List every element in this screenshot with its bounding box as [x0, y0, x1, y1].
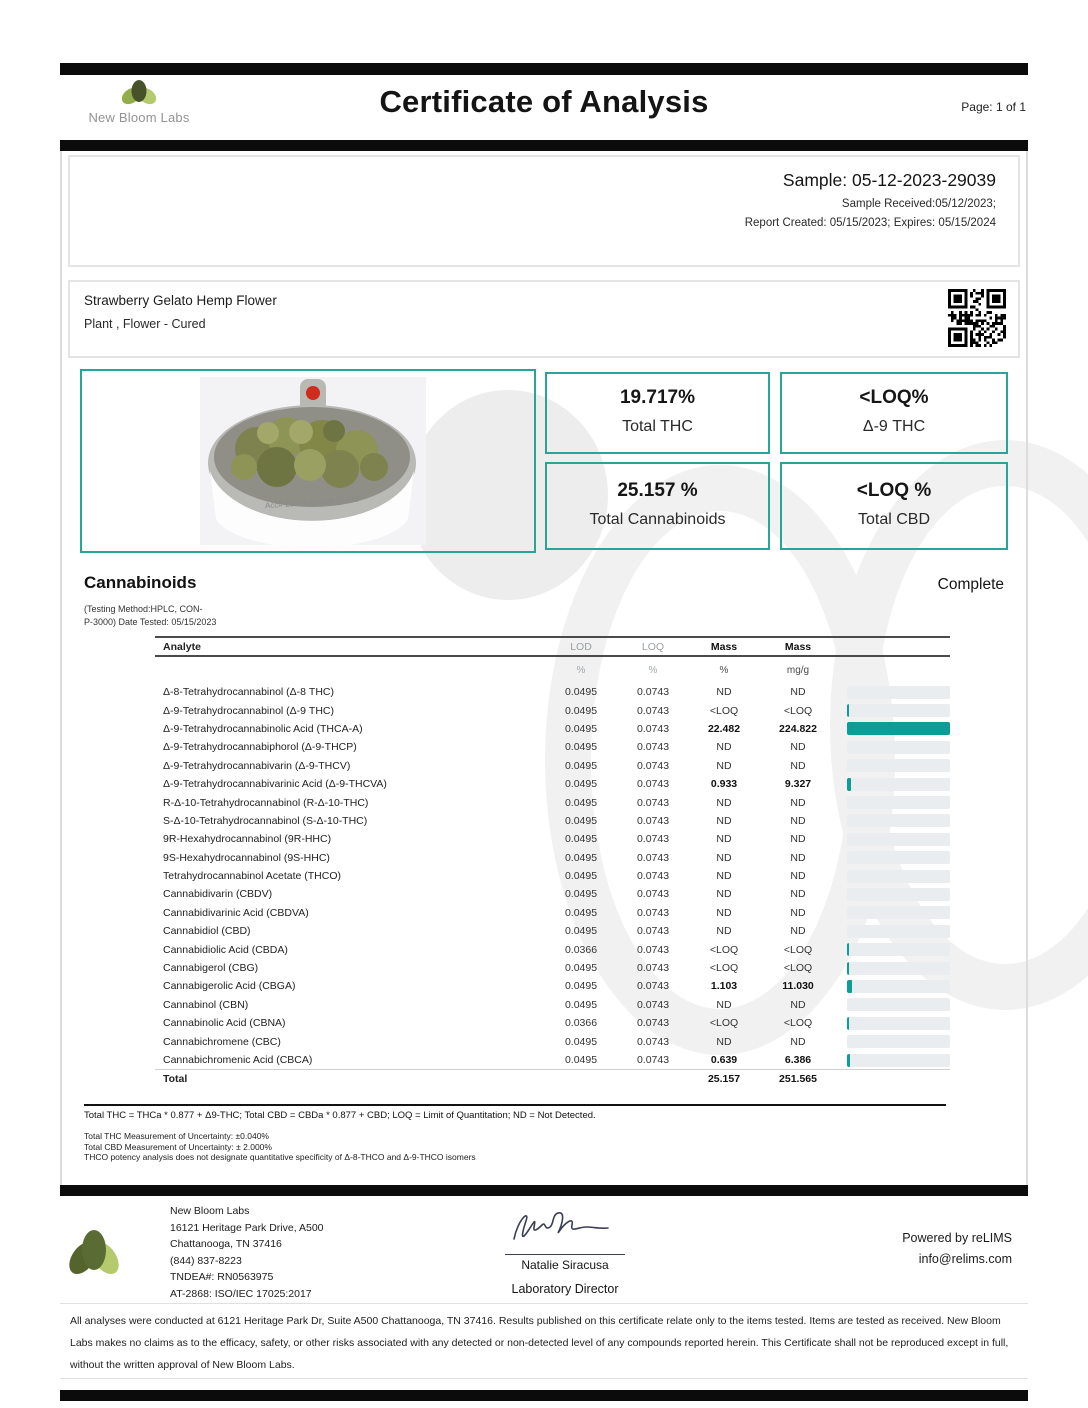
lab-iso: AT-2868: ISO/IEC 17025:2017	[170, 1287, 312, 1300]
divider	[60, 1378, 1028, 1379]
loq-value: 0.0743	[636, 980, 670, 993]
mass-bar	[847, 686, 950, 699]
table-row	[155, 793, 950, 811]
powered-by-block	[902, 1228, 1012, 1270]
mass-pct-value: ND	[716, 851, 732, 864]
table-row	[155, 757, 950, 775]
mass-pct-value: ND	[716, 888, 732, 901]
mass-bar	[847, 851, 950, 864]
mass-mgg-value: ND	[790, 686, 806, 699]
mass-bar	[847, 741, 950, 754]
formula-note: Total THC = THCa * 0.877 + Δ9-THC; Total CBD = CBDa * 0.877 + CBD; LOQ = Limit of Quantitation; ND = Not Detected.	[84, 1110, 596, 1121]
lod-value: 0.0495	[564, 851, 598, 864]
analyte-name: S-Δ-10-Tetrahydrocannabinol (S-Δ-10-THC)	[163, 814, 368, 827]
lod-value: 0.0495	[564, 998, 598, 1011]
mass-bar-fill	[847, 1017, 849, 1030]
lod-value: 0.0495	[564, 686, 598, 699]
uncertainty-thco: THCO potency analysis does not designate quantitative specificity of Δ-8-THCO and Δ-9-THCO isomers	[84, 1152, 476, 1162]
stat-value: <LOQ %	[856, 480, 932, 501]
disclaimer-text: All analyses were conducted at 6121 Heritage Park Dr, Suite A500 Chattanooga, TN 37416. Results published on this certificate relate only to the items tested. Items are tested as received. New Bloom Labs makes no claims as to the efficacy, safety, or other risks associated with any detected or non-detected level of any compounds reported herein. This Certificate shall not be reproduced except in full, without the written approval of New Bloom Labs.	[70, 1315, 1009, 1371]
divider	[60, 1303, 1028, 1304]
analyte-name: Cannabidivarin (CBDV)	[163, 888, 273, 901]
stat-total-cbd	[780, 462, 1008, 550]
table-row	[155, 867, 950, 885]
mass-bar	[847, 722, 950, 735]
mass-mgg-value: ND	[790, 851, 806, 864]
lod-value: 0.0495	[564, 759, 598, 772]
mass-mgg-value: ND	[790, 759, 806, 772]
mass-bar	[847, 704, 950, 717]
loq-value: 0.0743	[636, 925, 670, 938]
mass-pct-value: ND	[716, 741, 732, 754]
loq-value: 0.0743	[636, 686, 670, 699]
analyte-name: Δ-9-Tetrahydrocannabiphorol (Δ-9-THCP)	[163, 741, 357, 754]
section-title: Cannabinoids	[84, 573, 197, 592]
contact-email[interactable]: info@relims.com	[918, 1252, 1012, 1266]
mass-pct-value: <LOQ	[709, 943, 739, 956]
table-row	[155, 849, 950, 867]
analyte-name: R-Δ-10-Tetrahydrocannabinol (R-Δ-10-THC)	[163, 796, 369, 809]
total-mass-pct: 25.157	[707, 1072, 741, 1085]
mass-pct-value: 0.933	[710, 778, 738, 791]
mass-bar	[847, 962, 950, 975]
stat-total-thc	[545, 372, 770, 454]
mass-pct-value: 1.103	[710, 980, 738, 993]
testing-method-line2: P-3000) Date Tested: 05/15/2023	[84, 617, 217, 627]
lab-name: New Bloom Labs	[170, 1205, 250, 1217]
lod-value: 0.0495	[564, 741, 598, 754]
lod-value: 0.0495	[564, 1054, 598, 1066]
mass-pct-value: <LOQ	[709, 704, 739, 717]
sample-photo-panel	[80, 369, 536, 553]
mass-bar	[847, 796, 950, 809]
mass-bar	[847, 906, 950, 919]
lab-brand-name: New Bloom Labs	[88, 110, 190, 125]
analyte-name: Cannabichromenic Acid (CBCA)	[163, 1054, 313, 1066]
lod-value: 0.0495	[564, 814, 598, 827]
analyte-name: Δ-8-Tetrahydrocannabinol (Δ-8 THC)	[163, 686, 335, 699]
uncertainty-cbd: Total CBD Measurement of Uncertainty: ± 2.000%	[84, 1141, 272, 1152]
table-row	[155, 904, 950, 922]
lod-value: 0.0495	[564, 833, 598, 846]
mass-pct-value: <LOQ	[709, 962, 739, 975]
lod-value: 0.0366	[564, 1017, 598, 1030]
table-row	[155, 1032, 950, 1050]
mass-pct-value: 22.482	[707, 722, 741, 735]
col-mass-pct: Mass	[710, 640, 738, 653]
mass-bar	[847, 1054, 950, 1067]
mass-mgg-value: 11.030	[782, 980, 814, 993]
page-number: Page: 1 of 1	[961, 100, 1026, 114]
table-row	[155, 940, 950, 958]
analyte-name: Tetrahydrocannabinol Acetate (THCO)	[163, 870, 342, 883]
mass-bar-fill	[847, 704, 849, 717]
table-row	[155, 720, 950, 738]
analyte-name: Δ-9-Tetrahydrocannabinol (Δ-9 THC)	[163, 704, 335, 717]
mass-bar	[847, 833, 950, 846]
mass-pct-value: ND	[716, 833, 732, 846]
mass-pct-value: ND	[716, 906, 732, 919]
mass-bar	[847, 778, 950, 791]
total-label: Total	[163, 1072, 188, 1085]
report-created: Report Created: 05/15/2023; Expires: 05/15/2024	[744, 217, 996, 229]
lod-value: 0.0495	[564, 722, 598, 735]
unit-lod: %	[576, 664, 586, 676]
signature-icon	[500, 1205, 630, 1249]
loq-value: 0.0743	[636, 888, 670, 901]
mass-bar	[847, 980, 950, 993]
analyte-name: Cannabinolic Acid (CBNA)	[163, 1017, 286, 1030]
loq-value: 0.0743	[636, 778, 670, 791]
mass-bar	[847, 888, 950, 901]
signature-block	[450, 1205, 680, 1296]
lod-value: 0.0495	[564, 704, 598, 717]
mass-pct-value: ND	[716, 1035, 732, 1048]
table-row	[155, 738, 950, 756]
mass-mgg-value: ND	[790, 833, 806, 846]
loq-value: 0.0743	[636, 998, 670, 1011]
mass-bar	[847, 998, 950, 1011]
loq-value: 0.0743	[636, 906, 670, 919]
table-row	[155, 683, 950, 701]
table-row	[155, 1051, 950, 1069]
mass-mgg-value: <LOQ	[783, 943, 813, 956]
mass-bar-fill	[847, 722, 950, 735]
table-row	[155, 977, 950, 995]
mass-bar-fill	[847, 962, 849, 975]
mass-bar-fill	[847, 943, 849, 956]
lod-value: 0.0495	[564, 906, 598, 919]
product-name: Strawberry Gelato Hemp Flower	[84, 293, 277, 308]
powered-by: Powered by reLIMS	[902, 1231, 1012, 1245]
mass-bar	[847, 870, 950, 883]
mass-pct-value: ND	[716, 814, 732, 827]
mass-mgg-value: <LOQ	[783, 704, 813, 717]
mass-pct-value: ND	[716, 925, 732, 938]
lod-value: 0.0495	[564, 1035, 598, 1048]
analyte-name: Cannabichromene (CBC)	[163, 1035, 281, 1048]
mass-mgg-value: ND	[790, 925, 806, 938]
stat-value: 25.157 %	[617, 480, 698, 501]
bloom-leaf-icon	[66, 1222, 122, 1284]
testing-method-line1: (Testing Method:HPLC, CON-	[84, 604, 203, 614]
col-loq: LOQ	[641, 640, 665, 653]
footer-rule-bar	[60, 1185, 1028, 1196]
loq-value: 0.0743	[636, 1017, 670, 1030]
mass-bar	[847, 814, 950, 827]
unit-mass-pct: %	[719, 664, 729, 676]
analyte-name: 9S-Hexahydrocannabinol (9S-HHC)	[163, 851, 330, 864]
mass-mgg-value: ND	[790, 814, 806, 827]
mass-mgg-value: 6.386	[784, 1054, 812, 1066]
cannabinoids-table	[155, 636, 950, 1088]
sample-photo	[82, 371, 534, 551]
tray-label: Acc# 29036 Order# 16733	[264, 494, 359, 511]
analyte-name: Δ-9-Tetrahydrocannabivarin (Δ-9-THCV)	[163, 759, 351, 772]
stat-delta9-thc	[780, 372, 1008, 454]
section-status: Complete	[937, 576, 1004, 593]
table-row	[155, 959, 950, 977]
mass-mgg-value: ND	[790, 870, 806, 883]
lab-dea: TNDEA#: RN0563975	[170, 1271, 274, 1283]
mass-pct-value: ND	[716, 796, 732, 809]
mass-bar	[847, 1017, 950, 1030]
mass-bar-fill	[847, 778, 851, 791]
mass-mgg-value: ND	[790, 796, 806, 809]
unit-mass-mgg: mg/g	[786, 664, 810, 676]
table-row	[155, 701, 950, 719]
sample-received: Sample Received:05/12/2023;	[841, 198, 996, 210]
signer-role: Laboratory Director	[511, 1282, 619, 1296]
lod-value: 0.0495	[564, 888, 598, 901]
analyte-name: Cannabidivarinic Acid (CBDVA)	[163, 906, 309, 919]
mass-mgg-value: ND	[790, 998, 806, 1011]
sample-id: Sample: 05-12-2023-29039	[782, 170, 996, 190]
bottom-rule-bar	[60, 1390, 1028, 1401]
mass-bar	[847, 1035, 950, 1048]
table-row	[155, 1014, 950, 1032]
lod-value: 0.0495	[564, 796, 598, 809]
table-row	[155, 885, 950, 903]
mass-mgg-value: ND	[790, 906, 806, 919]
lab-city: Chattanooga, TN 37416	[170, 1238, 282, 1250]
mass-bar	[847, 925, 950, 938]
mass-bar	[847, 759, 950, 772]
analyte-name: Δ-9-Tetrahydrocannabinolic Acid (THCA-A)	[163, 722, 363, 735]
table-units-row	[155, 657, 950, 683]
loq-value: 0.0743	[636, 814, 670, 827]
mass-mgg-value: <LOQ	[783, 1017, 813, 1030]
table-row	[155, 922, 950, 940]
table-header-row	[155, 636, 950, 657]
loq-value: 0.0743	[636, 759, 670, 772]
lod-value: 0.0495	[564, 870, 598, 883]
table-total-row	[155, 1069, 950, 1087]
analyte-name: Cannabigerolic Acid (CBGA)	[163, 980, 296, 993]
loq-value: 0.0743	[636, 833, 670, 846]
lod-value: 0.0495	[564, 962, 598, 975]
mass-mgg-value: ND	[790, 741, 806, 754]
mass-pct-value: ND	[716, 998, 732, 1011]
lab-address-block	[170, 1203, 324, 1302]
stat-label: Total Cannabinoids	[589, 511, 726, 528]
stat-value: 19.717%	[619, 387, 695, 408]
top-rule-bar	[60, 63, 1028, 75]
table-row	[155, 996, 950, 1014]
mass-pct-value: <LOQ	[709, 1017, 739, 1030]
table-row	[155, 830, 950, 848]
lod-value: 0.0495	[564, 778, 598, 791]
testing-method	[84, 603, 216, 629]
col-mass-mgg: Mass	[784, 640, 812, 653]
stat-label: Δ-9 THC	[862, 418, 926, 435]
mass-mgg-value: ND	[790, 888, 806, 901]
uncertainty-notes	[84, 1131, 984, 1163]
mass-mgg-value: 9.327	[784, 778, 812, 791]
analyte-name: Cannabidiolic Acid (CBDA)	[163, 943, 288, 956]
loq-value: 0.0743	[636, 1054, 670, 1066]
mass-pct-value: ND	[716, 870, 732, 883]
loq-value: 0.0743	[636, 704, 670, 717]
qr-code-icon	[948, 289, 1006, 347]
stat-total-cannabinoids	[545, 462, 770, 550]
stat-value: <LOQ%	[859, 387, 929, 408]
analyte-name: 9R-Hexahydrocannabinol (9R-HHC)	[163, 833, 332, 846]
signer-name: Natalie Siracusa	[521, 1258, 609, 1272]
loq-value: 0.0743	[636, 1035, 670, 1048]
mass-bar	[847, 943, 950, 956]
signature-line	[505, 1254, 625, 1255]
product-type: Plant , Flower - Cured	[84, 317, 206, 331]
col-lod: LOD	[570, 640, 592, 653]
product-panel	[68, 280, 1020, 358]
loq-value: 0.0743	[636, 722, 670, 735]
page-title: Certificate of Analysis	[379, 84, 709, 119]
stat-label: Total CBD	[857, 511, 931, 528]
lab-street: 16121 Heritage Park Drive, A500	[170, 1221, 324, 1234]
loq-value: 0.0743	[636, 851, 670, 864]
header-rule-bar	[60, 140, 1028, 151]
mass-pct-value: ND	[716, 759, 732, 772]
notes-divider	[84, 1104, 946, 1106]
table-row	[155, 775, 950, 793]
uncertainty-thc: Total THC Measurement of Uncertainty: ±0.040%	[84, 1131, 269, 1141]
lod-value: 0.0495	[564, 925, 598, 938]
mass-pct-value: ND	[716, 686, 732, 699]
lod-value: 0.0495	[564, 980, 598, 993]
analyte-name: Cannabigerol (CBG)	[163, 962, 259, 975]
mass-bar-fill	[847, 980, 852, 993]
mass-bar-fill	[847, 1054, 850, 1067]
analyte-name: Cannabinol (CBN)	[163, 998, 249, 1011]
stat-label: Total THC	[622, 418, 693, 435]
table-row	[155, 812, 950, 830]
loq-value: 0.0743	[636, 943, 670, 956]
loq-value: 0.0743	[636, 962, 670, 975]
col-analyte: Analyte	[163, 640, 201, 653]
loq-value: 0.0743	[636, 741, 670, 754]
loq-value: 0.0743	[636, 796, 670, 809]
unit-loq: %	[648, 664, 658, 676]
lod-value: 0.0366	[564, 943, 598, 956]
sample-info-panel	[68, 155, 1020, 267]
mass-mgg-value: ND	[790, 1035, 806, 1048]
analyte-name: Cannabidiol (CBD)	[163, 925, 251, 938]
table-body	[155, 683, 950, 1069]
loq-value: 0.0743	[636, 870, 670, 883]
total-mass-mgg: 251.565	[779, 1072, 817, 1085]
analyte-name: Δ-9-Tetrahydrocannabivarinic Acid (Δ-9-THCVA)	[163, 778, 387, 791]
lab-phone: (844) 837-8223	[170, 1254, 242, 1267]
mass-mgg-value: 224.822	[779, 722, 817, 735]
mass-mgg-value: <LOQ	[783, 962, 813, 975]
footer-lab-logo	[66, 1222, 122, 1289]
mass-pct-value: 0.639	[710, 1054, 738, 1066]
